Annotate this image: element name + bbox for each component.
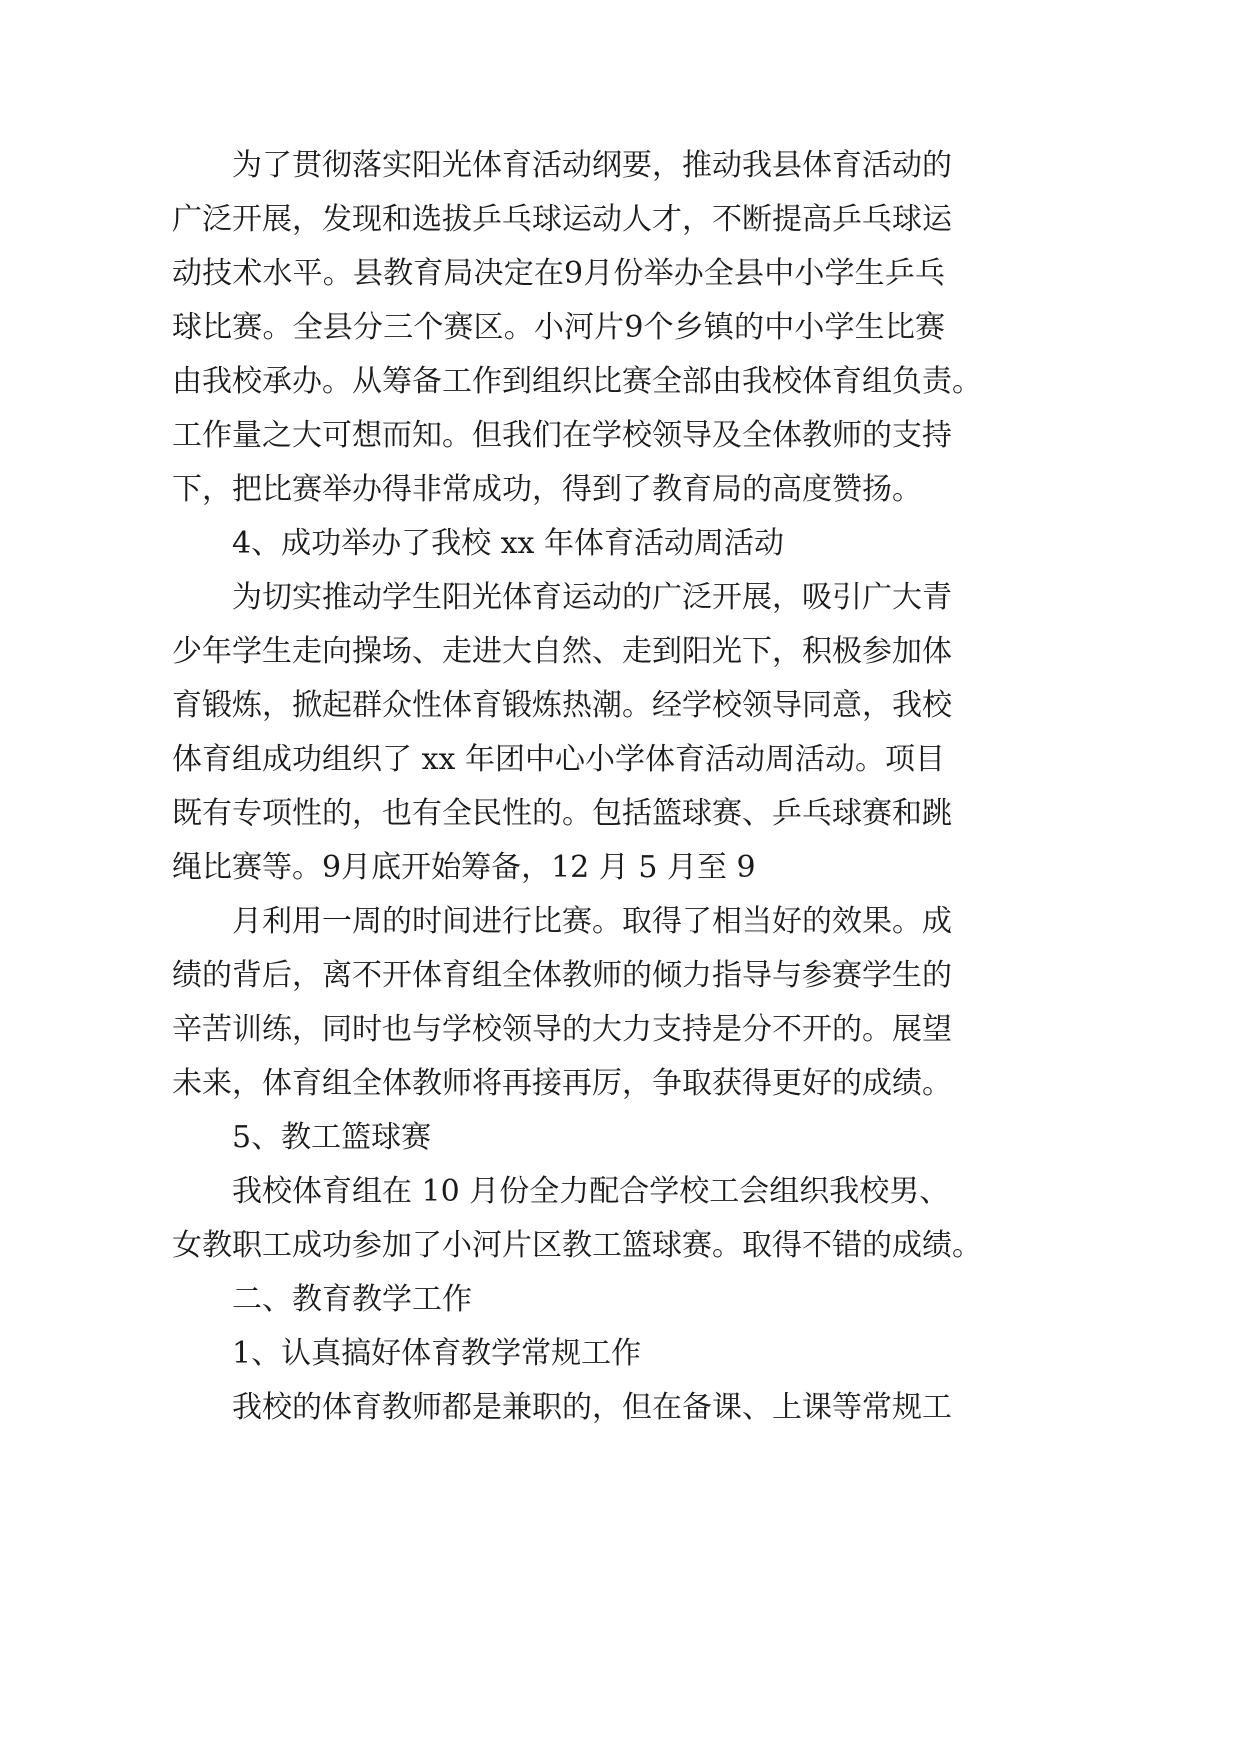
paragraph-line: 体育组成功组织了 xx 年团中心小学体育活动周活动。项目 <box>172 742 945 777</box>
paragraph-line: 育锻炼，掀起群众性体育锻炼热潮。经学校领导同意，我校 <box>172 688 952 723</box>
paragraph-line: 绩的背后，离不开体育组全体教师的倾力指导与参赛学生的 <box>172 958 952 993</box>
paragraph-line: 动技术水平。县教育局决定在9月份举办全县中小学生乒乓 <box>172 256 945 291</box>
paragraph-line: 工作量之大可想而知。但我们在学校领导及全体教师的支持 <box>172 418 952 453</box>
section-heading: 5、教工篮球赛 <box>232 1120 432 1155</box>
paragraph-line: 我校的体育教师都是兼职的，但在备课、上课等常规工 <box>232 1390 952 1425</box>
paragraph-line: 为了贯彻落实阳光体育活动纲要，推动我县体育活动的 <box>232 148 952 183</box>
paragraph-line: 我校体育组在 10 月份全力配合学校工会组织我校男、 <box>232 1174 950 1209</box>
paragraph-line: 少年学生走向操场、走进大自然、走到阳光下，积极参加体 <box>172 634 952 669</box>
section-heading: 4、成功举办了我校 xx 年体育活动周活动 <box>232 526 784 561</box>
paragraph-line: 由我校承办。从筹备工作到组织比赛全部由我校体育组负责。 <box>172 364 982 399</box>
paragraph-line: 女教职工成功参加了小河片区教工篮球赛。取得不错的成绩。 <box>172 1228 982 1263</box>
paragraph-line: 辛苦训练，同时也与学校领导的大力支持是分不开的。展望 <box>172 1012 952 1047</box>
paragraph-line: 球比赛。全县分三个赛区。小河片9个乡镇的中小学生比赛 <box>172 310 945 345</box>
paragraph-line: 广泛开展，发现和选拔乒乓球运动人才，不断提高乒乓球运 <box>172 202 952 237</box>
paragraph-line: 既有专项性的，也有全民性的。包括篮球赛、乒乓球赛和跳 <box>172 796 952 831</box>
paragraph-line: 未来，体育组全体教师将再接再厉，争取获得更好的成绩。 <box>172 1066 952 1101</box>
section-heading: 1、认真搞好体育教学常规工作 <box>232 1336 642 1371</box>
paragraph-line: 下，把比赛举办得非常成功，得到了教育局的高度赞扬。 <box>172 472 922 507</box>
paragraph-line: 绳比赛等。9月底开始筹备，12 月 5 月至 9 <box>172 850 756 885</box>
section-heading: 二、教育教学工作 <box>232 1282 472 1317</box>
paragraph-line: 月利用一周的时间进行比赛。取得了相当好的效果。成 <box>232 904 952 939</box>
paragraph-line: 为切实推动学生阳光体育运动的广泛开展，吸引广大青 <box>232 580 952 615</box>
